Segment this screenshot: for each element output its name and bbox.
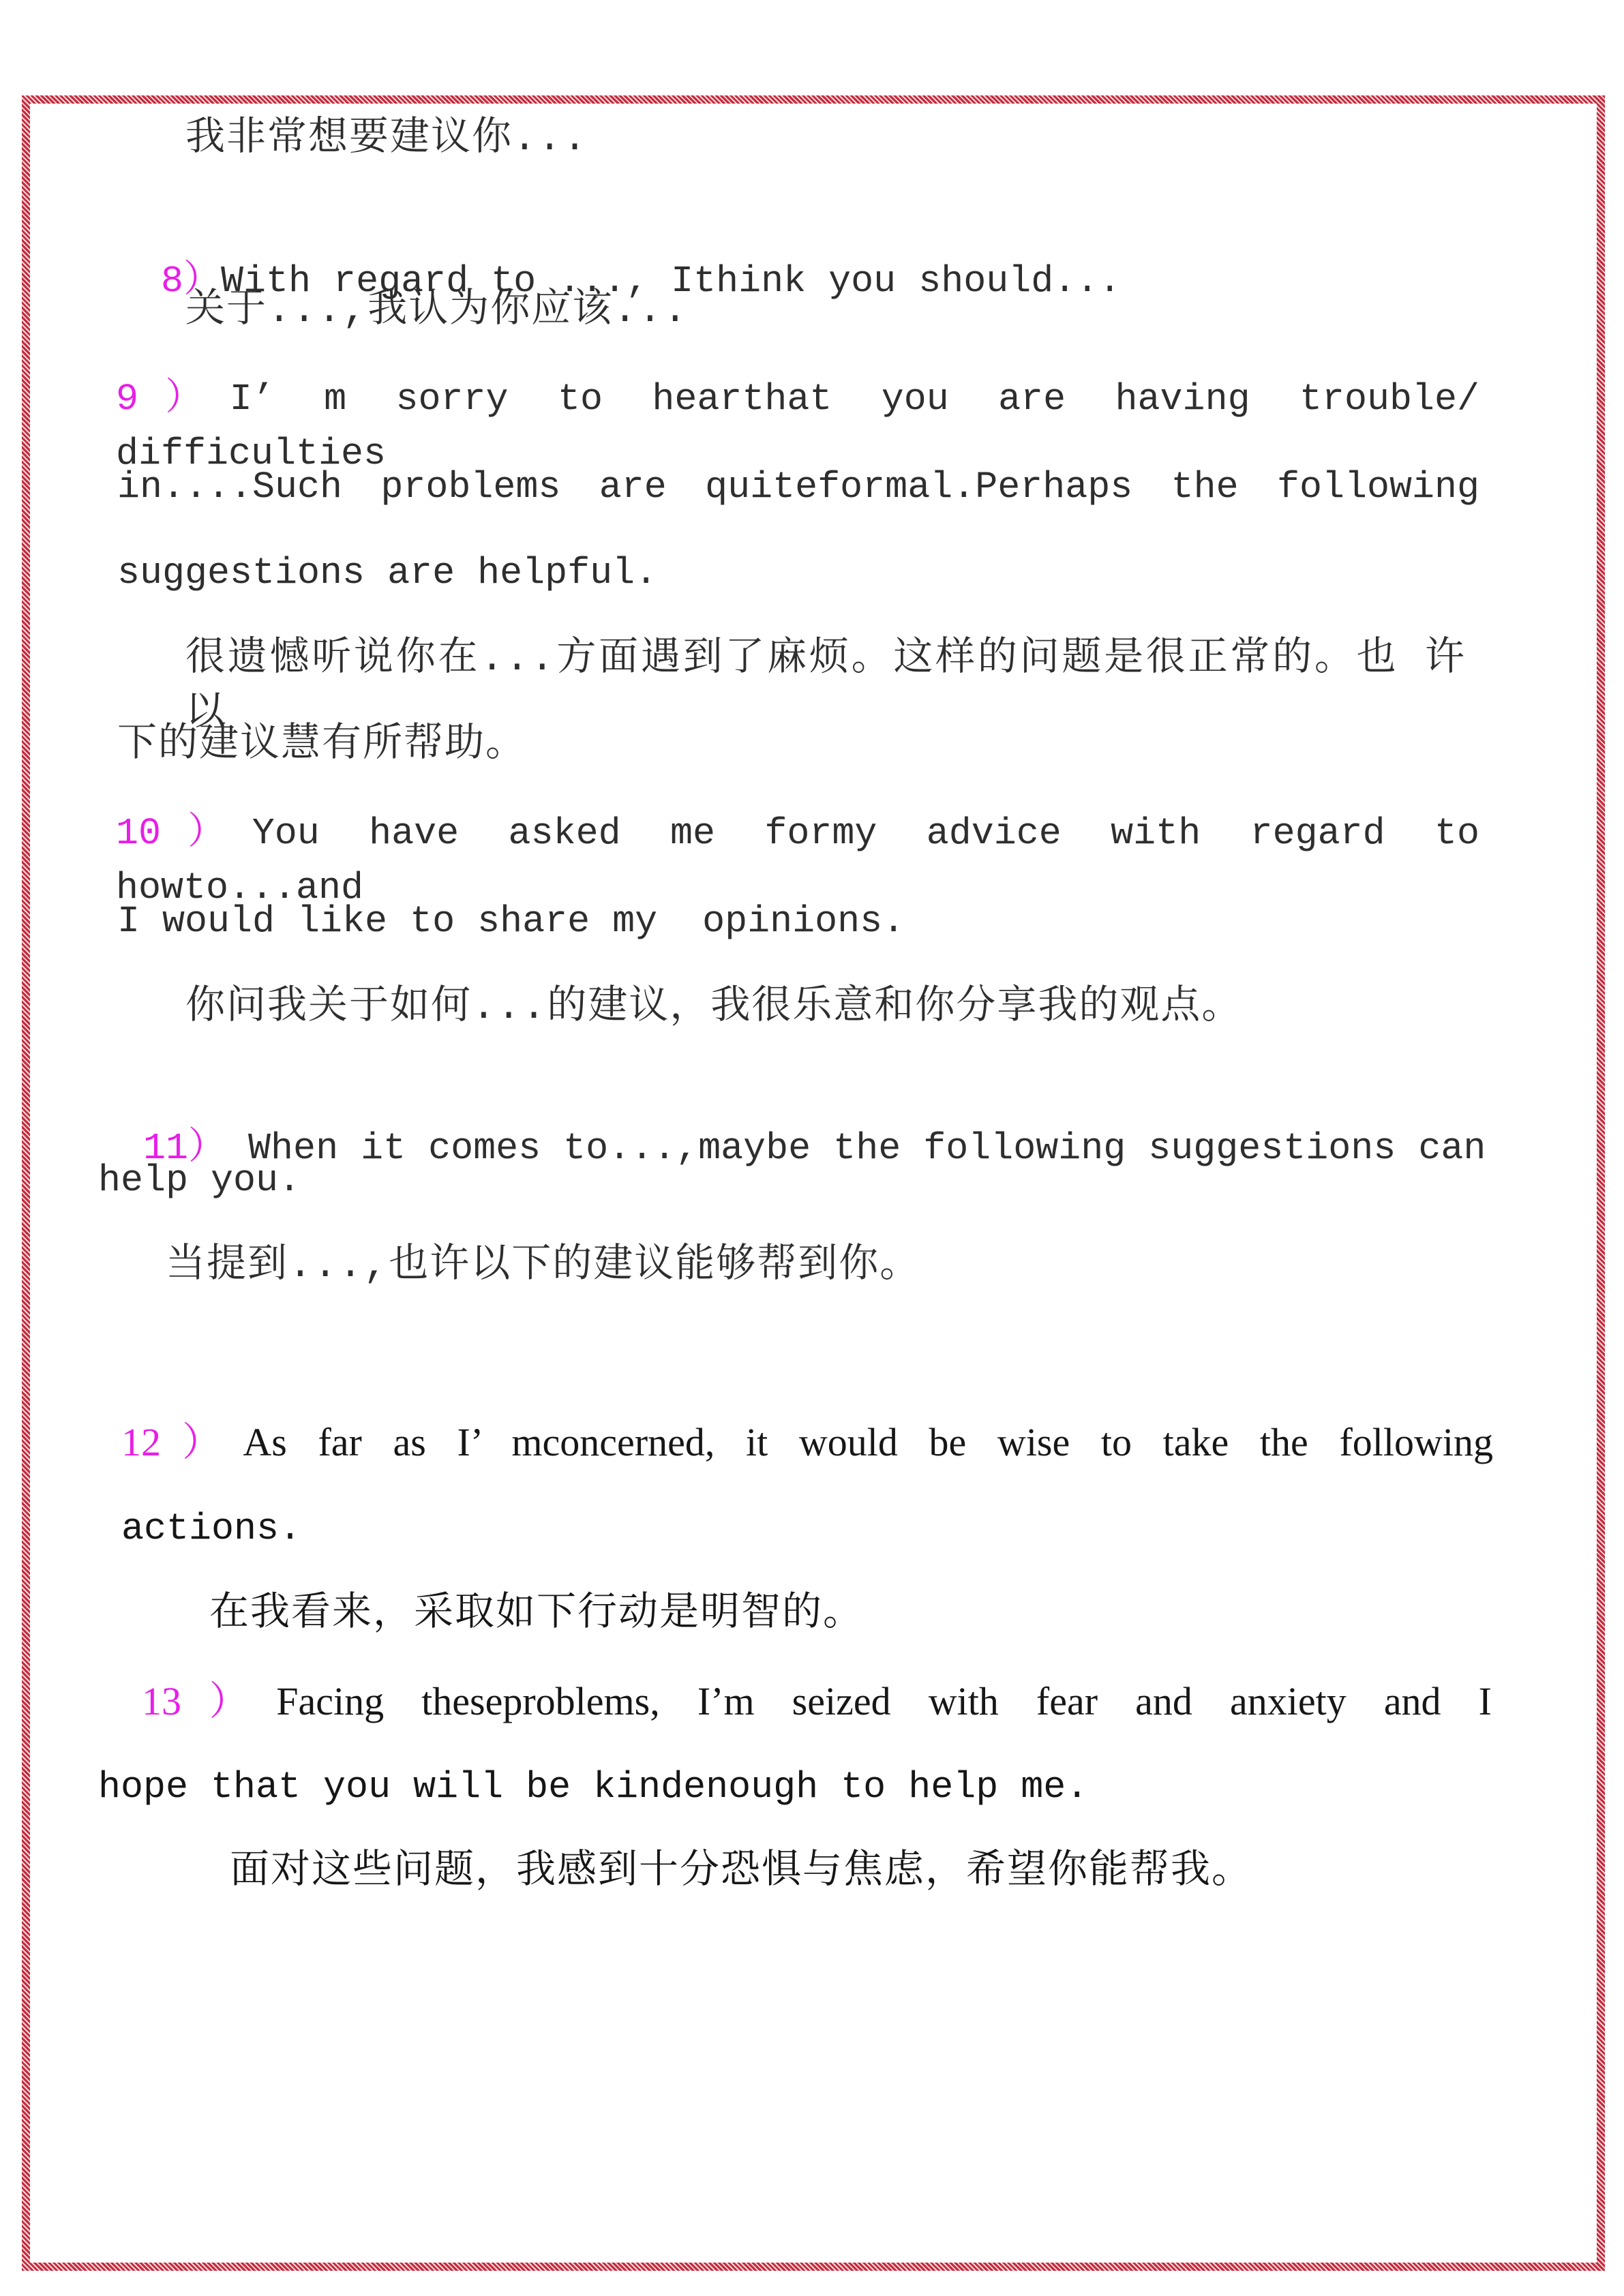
chinese-translation-11: 当提到...,也许以下的建议能够帮到你。 <box>166 1244 921 1288</box>
phrase-item-8 <box>116 200 1122 303</box>
phrase-text-10: You have asked me formy advice with regard to howto...and <box>116 812 1479 909</box>
phrase-text-10-continued: I would like to share my opinions. <box>117 900 905 943</box>
phrase-text-8: With regard to ..., Ithink you should... <box>221 260 1122 303</box>
phrase-text-9-end: suggestions are helpful. <box>117 552 658 594</box>
phrase-text-13-continued: hope that you will be kindenough to help me. <box>98 1766 1089 1809</box>
phrase-text-9: I’ m sorry to hearthat you are having trouble/ difficulties <box>116 378 1480 475</box>
phrase-text-12-continued: actions. <box>121 1507 302 1550</box>
chinese-translation-8: 关于...,我认为你应该... <box>185 289 689 333</box>
phrase-item-11 <box>98 1067 1486 1170</box>
phrase-item-13 <box>142 1674 1492 1729</box>
item-number-9: 9） <box>116 378 230 421</box>
item-number-11: 11） <box>143 1127 226 1170</box>
phrase-text-11: When it comes to...,maybe the following suggestions can <box>248 1127 1486 1170</box>
chinese-translation-9: 很遗憾听说你在...方面遇到了麻烦。这样的问题是很正常的。也 许以 <box>185 637 1466 736</box>
phrase-text-12: As far as I’ mconcerned, it would be wise to take the following <box>243 1420 1493 1464</box>
item-number-10: 10） <box>116 812 252 855</box>
chinese-translation-7: 我非常想要建议你... <box>185 117 588 162</box>
chinese-translation-9-continued: 下的建议慧有所帮助。 <box>117 723 527 768</box>
chinese-translation-12: 在我看来，采取如下行动是明智的。 <box>209 1592 864 1637</box>
phrase-item-12 <box>121 1415 1493 1470</box>
item-number-12: 12） <box>121 1420 243 1464</box>
chinese-translation-10: 你问我关于如何...的建议，我很乐意和你分享我的观点。 <box>185 986 1243 1030</box>
phrase-item-10 <box>116 806 1479 909</box>
item-number-8: 8） <box>161 260 222 303</box>
phrase-item-9 <box>116 372 1480 475</box>
phrase-text-13: Facing theseproblems, I’m seized with fear and anxiety and I <box>276 1679 1492 1723</box>
phrase-text-11-continued: help you. <box>98 1159 301 1202</box>
chinese-translation-13: 面对这些问题，我感到十分恐惧与焦虑，希望你能帮我。 <box>230 1850 1253 1894</box>
item-number-13: 13） <box>142 1679 277 1723</box>
phrase-text-9-continued: in....Such problems are quiteformal.Perhaps the following <box>117 466 1479 509</box>
